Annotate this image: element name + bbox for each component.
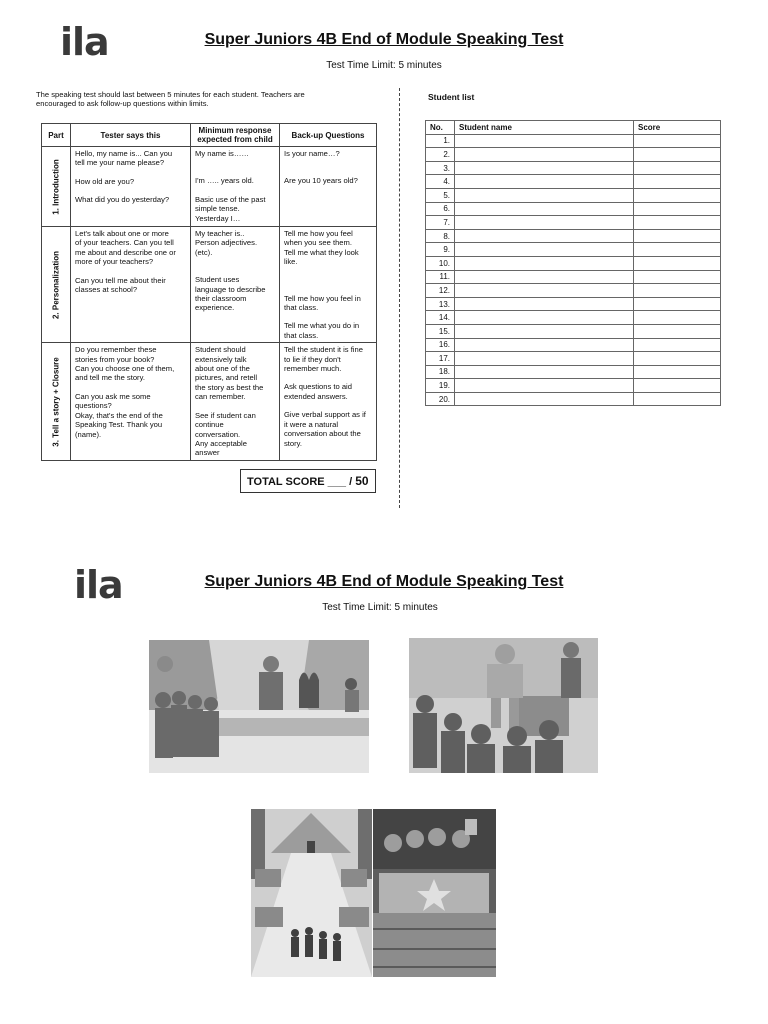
student-name-cell[interactable] [455, 311, 634, 325]
backup-cell: Tell the student it is fine to lie if they don't remember much. Ask questions to aid extended answers. Give verbal support as if it were a natural conversation about the story. [280, 343, 377, 461]
student-name-cell[interactable] [455, 148, 634, 162]
student-row [426, 243, 721, 257]
backup-cell: Tell me how you feel when you see them. Tell me what they look like. Tell me how you feel in that class. Tell me what you do in that class. [280, 227, 377, 343]
student-name-cell[interactable] [455, 175, 634, 189]
student-row [426, 161, 721, 175]
header-minimum: Minimum response expected from child [191, 124, 280, 147]
part-label: 1. Introduction [42, 147, 71, 227]
student-number: 1. [426, 134, 455, 148]
student-number: 2. [426, 148, 455, 162]
student-score-cell[interactable] [634, 392, 721, 406]
student-row [426, 297, 721, 311]
student-score-cell[interactable] [634, 134, 721, 148]
header-part: Part [42, 124, 71, 147]
ila-logo: ila [74, 563, 123, 607]
page-title: Super Juniors 4B End of Module Speaking Test [204, 573, 564, 590]
student-score-cell[interactable] [634, 324, 721, 338]
table-row [42, 147, 377, 227]
student-name-cell[interactable] [455, 134, 634, 148]
student-score-cell[interactable] [634, 188, 721, 202]
story-picture-treasure [373, 809, 496, 977]
student-name-cell[interactable] [455, 338, 634, 352]
student-score-cell[interactable] [634, 270, 721, 284]
student-name-cell[interactable] [455, 243, 634, 257]
student-number: 7. [426, 216, 455, 230]
student-row [426, 365, 721, 379]
student-number: 15. [426, 324, 455, 338]
student-number: 10. [426, 256, 455, 270]
student-name-cell[interactable] [455, 229, 634, 243]
student-name-cell[interactable] [455, 297, 634, 311]
page-divider [399, 88, 400, 508]
instructions-line: encouraged to ask follow-up questions within limits. [36, 99, 209, 108]
student-number: 5. [426, 188, 455, 202]
student-name-cell[interactable] [455, 324, 634, 338]
student-score-cell[interactable] [634, 379, 721, 393]
student-name-cell[interactable] [455, 284, 634, 298]
student-score-cell[interactable] [634, 216, 721, 230]
student-score-cell[interactable] [634, 284, 721, 298]
student-number: 20. [426, 392, 455, 406]
student-name-cell[interactable] [455, 392, 634, 406]
total-score-label: TOTAL SCORE ___ / [247, 476, 356, 488]
student-row [426, 202, 721, 216]
instructions [36, 90, 356, 108]
speaking-test-table [41, 123, 377, 461]
student-name-cell[interactable] [455, 161, 634, 175]
student-row [426, 148, 721, 162]
student-score-cell[interactable] [634, 256, 721, 270]
student-row [426, 256, 721, 270]
student-name-cell[interactable] [455, 270, 634, 284]
student-list-table [425, 120, 721, 406]
student-number: 8. [426, 229, 455, 243]
table-row [42, 343, 377, 461]
student-number: 12. [426, 284, 455, 298]
story-picture-tent [149, 640, 369, 773]
student-row [426, 352, 721, 366]
student-number: 14. [426, 311, 455, 325]
student-number: 9. [426, 243, 455, 257]
student-name-cell[interactable] [455, 379, 634, 393]
time-limit: Test Time Limit: 5 minutes [322, 602, 438, 613]
student-list-title: Student list [428, 92, 475, 102]
student-score-cell[interactable] [634, 338, 721, 352]
header-tester: Tester says this [71, 124, 191, 147]
student-row [426, 175, 721, 189]
student-score-cell[interactable] [634, 243, 721, 257]
student-score-cell[interactable] [634, 148, 721, 162]
student-row [426, 392, 721, 406]
minimum-cell: My name is…… I'm ….. years old. Basic use of the past simple tense. Yesterday I… [191, 147, 280, 227]
student-row [426, 284, 721, 298]
header-student-name: Student name [455, 121, 634, 135]
student-score-cell[interactable] [634, 365, 721, 379]
instructions-line: The speaking test should last between 5 minutes for each student. Teachers are [36, 90, 305, 99]
student-row [426, 270, 721, 284]
student-number: 11. [426, 270, 455, 284]
student-row [426, 338, 721, 352]
student-row [426, 324, 721, 338]
total-score-box [240, 469, 376, 493]
student-number: 17. [426, 352, 455, 366]
student-number: 16. [426, 338, 455, 352]
student-name-cell[interactable] [455, 202, 634, 216]
backup-cell: Is your name…? Are you 10 years old? [280, 147, 377, 227]
student-score-cell[interactable] [634, 297, 721, 311]
minimum-cell: My teacher is.. Person adjectives. (etc). Student uses language to describe their classroom experience. [191, 227, 280, 343]
header-score: Score [634, 121, 721, 135]
total-score-max: 50 [355, 474, 369, 488]
student-name-cell[interactable] [455, 188, 634, 202]
student-row [426, 134, 721, 148]
student-score-cell[interactable] [634, 202, 721, 216]
student-row [426, 379, 721, 393]
student-score-cell[interactable] [634, 175, 721, 189]
student-score-cell[interactable] [634, 311, 721, 325]
story-picture-pyramid [251, 809, 372, 977]
student-name-cell[interactable] [455, 365, 634, 379]
ila-logo: ila [60, 20, 109, 64]
time-limit: Test Time Limit: 5 minutes [326, 60, 442, 71]
part-label: 2. Personalization [42, 227, 71, 343]
tester-cell: Let's talk about one or more of your teachers. Can you tell me about and describe one or more of your teachers? Can you tell me about their classes at school? [71, 227, 191, 343]
student-score-cell[interactable] [634, 229, 721, 243]
table-row [42, 227, 377, 343]
student-number: 3. [426, 161, 455, 175]
minimum-cell: Student should extensively talk about one of the pictures, and retell the story as best the can remember. See if student can continue conversation. Any acceptable answer [191, 343, 280, 461]
page-title: Super Juniors 4B End of Module Speaking Test [204, 31, 564, 48]
student-score-cell[interactable] [634, 352, 721, 366]
header-no: No. [426, 121, 455, 135]
student-name-cell[interactable] [455, 216, 634, 230]
header-backup: Back-up Questions [280, 124, 377, 147]
student-number: 13. [426, 297, 455, 311]
student-row [426, 311, 721, 325]
student-number: 6. [426, 202, 455, 216]
story-picture-robot [409, 638, 598, 773]
tester-cell: Do you remember these stories from your book? Can you choose one of them, and tell me the story. Can you ask me some questions? Okay, that's the end of the Speaking Test. Thank you (name). [71, 343, 191, 461]
student-number: 19. [426, 379, 455, 393]
student-row [426, 188, 721, 202]
student-number: 18. [426, 365, 455, 379]
student-score-cell[interactable] [634, 161, 721, 175]
student-name-cell[interactable] [455, 256, 634, 270]
student-row [426, 216, 721, 230]
student-number: 4. [426, 175, 455, 189]
part-label: 3. Tell a story + Closure [42, 343, 71, 461]
student-name-cell[interactable] [455, 352, 634, 366]
student-row [426, 229, 721, 243]
tester-cell: Hello, my name is... Can you tell me your name please? How old are you? What did you do yesterday? [71, 147, 191, 227]
